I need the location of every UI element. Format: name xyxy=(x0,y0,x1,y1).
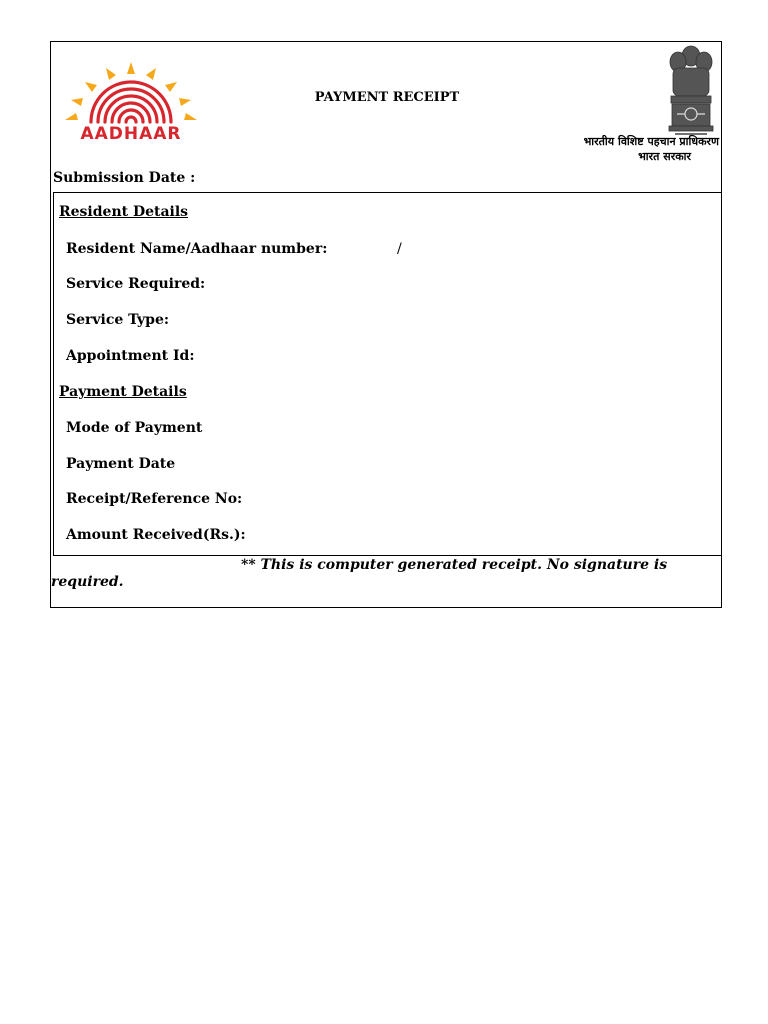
service-type-label: Service Type: xyxy=(66,312,170,328)
payment-receipt xyxy=(50,41,722,608)
details-box xyxy=(53,192,722,556)
appointment-id-label: Appointment Id: xyxy=(66,348,195,364)
aadhaar-logo xyxy=(61,60,201,152)
submission-date-label: Submission Date : xyxy=(53,170,196,186)
organization-name xyxy=(584,134,719,164)
payment-details-heading: Payment Details xyxy=(59,384,187,400)
service-required-label: Service Required: xyxy=(66,276,206,292)
aadhaar-logo-text: AADHAAR xyxy=(80,124,182,144)
payment-date-label: Payment Date xyxy=(66,456,176,472)
computer-generated-note: ** This is computer generated receipt. No signature is required. xyxy=(51,557,668,590)
resident-details-heading: Resident Details xyxy=(59,204,189,220)
page-title: PAYMENT RECEIPT xyxy=(314,90,460,105)
resident-name-separator: / xyxy=(397,241,402,257)
resident-name-label: Resident Name/Aadhaar number: xyxy=(66,241,328,257)
amount-received-label: Amount Received(Rs.): xyxy=(66,527,246,543)
national-emblem-icon xyxy=(663,42,719,138)
org-line-2: भारत सरकार xyxy=(638,150,691,163)
mode-of-payment-label: Mode of Payment xyxy=(66,420,203,436)
receipt-reference-label: Receipt/Reference No: xyxy=(66,491,243,507)
org-line-1: भारतीय विशिष्ट पहचान प्राधिकरण xyxy=(583,135,719,148)
